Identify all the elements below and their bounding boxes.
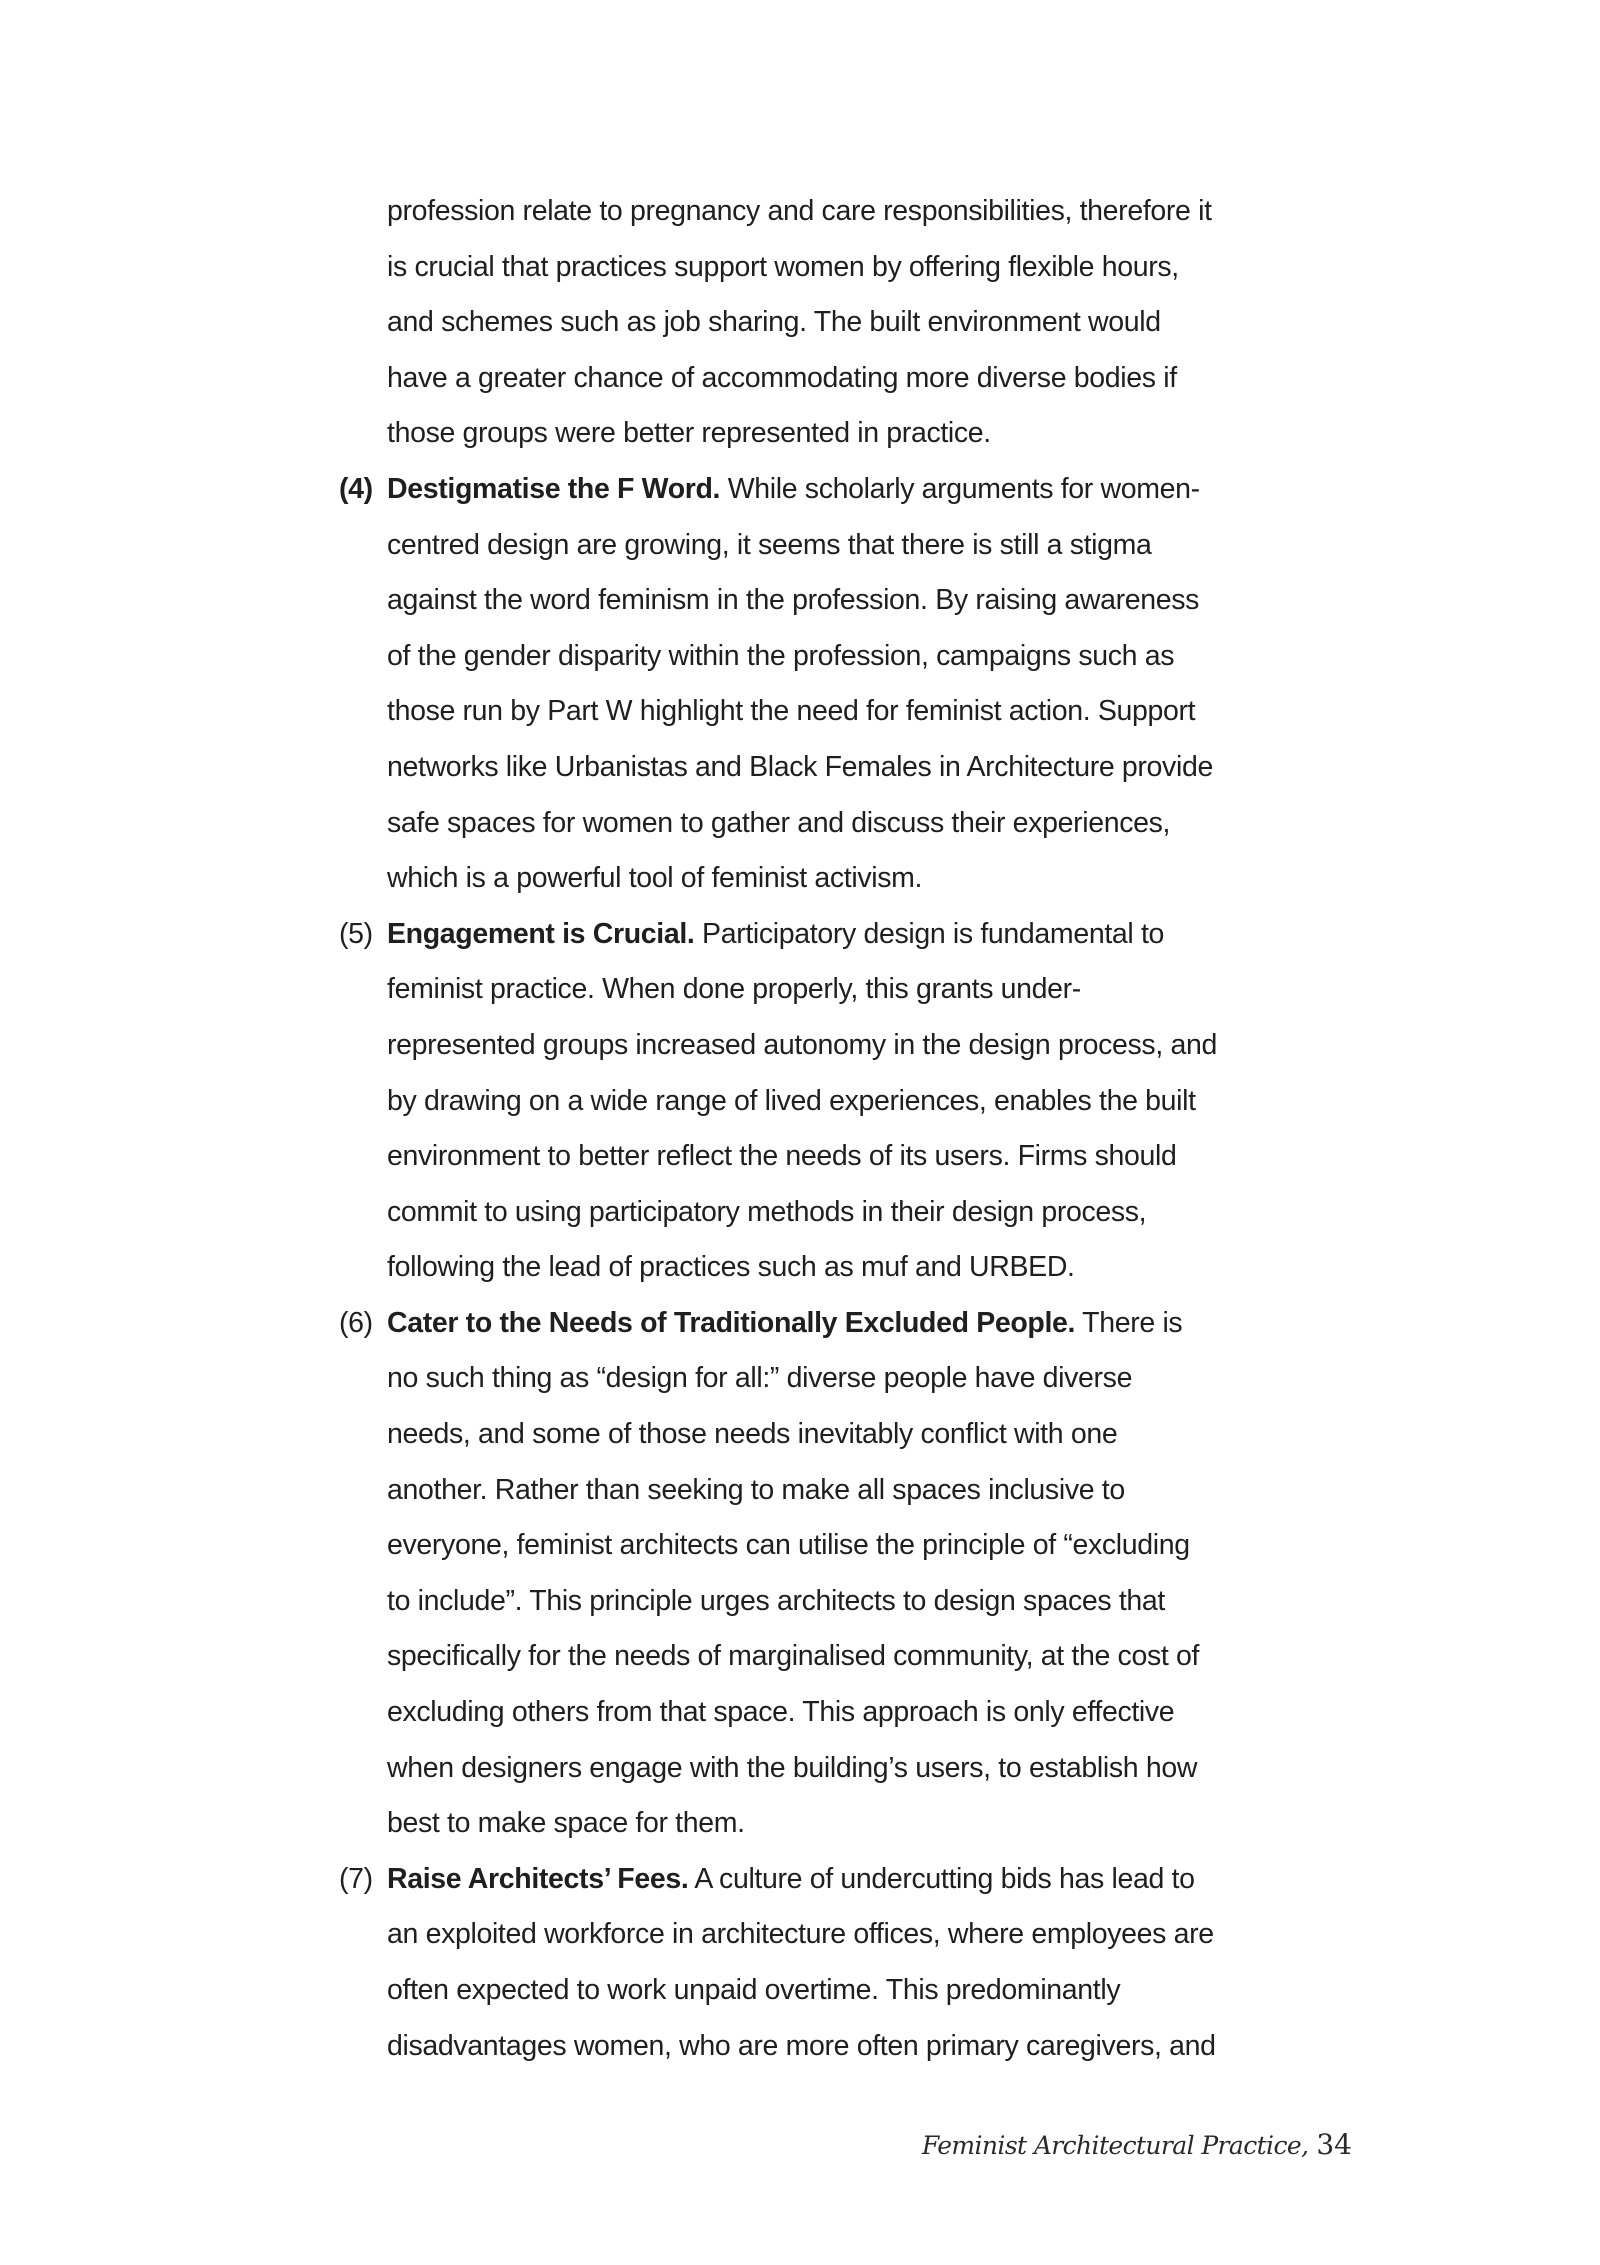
list-item-heading: Raise Architects’ Fees. [387,1862,689,1895]
text-line: an exploited workforce in architecture offices, where employees are [387,1918,1214,1951]
text-line: is crucial that practices support women by offering flexible hours, [387,250,1179,283]
text-line: centred design are growing, it seems that there is still a stigma [387,528,1152,561]
text-line: which is a powerful tool of feminist activism. [387,862,923,895]
list-item-heading: Engagement is Crucial. [387,917,695,950]
list-item-7-first-line [339,1852,1379,1908]
text-line: of the gender disparity within the profession, campaigns such as [387,639,1175,672]
text-line: often expected to work unpaid overtime. This predominantly [387,1974,1121,2006]
body-text [339,184,1379,2074]
text-line: against the word feminism in the profession. By raising awareness [387,584,1200,617]
text-line: disadvantages women, who are more often primary caregivers, and [387,2029,1216,2062]
list-number: (4) [339,472,373,505]
list-item-text: While scholarly arguments for women- [720,472,1200,505]
page-number: 34 [1316,2128,1352,2161]
text-line: when designers engage with the building’s users, to establish how [387,1751,1198,1784]
list-item-4-first-line [339,462,1379,518]
page-footer [922,2128,1352,2161]
text-line: no such thing as “design for all:” diverse people have diverse [387,1362,1133,1395]
text-line: everyone, feminist architects can utilise the principle of “excluding [387,1529,1190,1562]
list-item-5-first-line [339,907,1379,963]
text-line: to include”. This principle urges architects to design spaces that [387,1584,1165,1617]
list-item-text: A culture of undercutting bids has lead to [688,1862,1195,1895]
text-line: feminist practice. When done properly, this grants under- [387,973,1081,1006]
list-item-text: Participatory design is fundamental to [694,917,1165,950]
text-line: needs, and some of those needs inevitably conflict with one [387,1418,1118,1451]
text-line: excluding others from that space. This approach is only effective [387,1696,1175,1729]
list-item-6-first-line [339,1296,1379,1352]
text-line: another. Rather than seeking to make all spaces inclusive to [387,1473,1125,1506]
text-line: specifically for the needs of marginalised community, at the cost of [387,1640,1200,1673]
list-number: (5) [339,917,373,950]
text-line: and schemes such as job sharing. The built environment would [387,306,1161,339]
footer-title: Feminist Architectural Practice, [921,2131,1309,2160]
list-item-heading: Cater to the Needs of Traditionally Excluded People. [387,1306,1076,1339]
text-line: best to make space for them. [387,1807,745,1840]
text-line: networks like Urbanistas and Black Females in Architecture provide [387,750,1213,783]
text-line: by drawing on a wide range of lived experiences, enables the built [387,1084,1196,1117]
list-item-text: There is [1075,1306,1183,1339]
text-line: environment to better reflect the needs of its users. Firms should [387,1140,1177,1173]
text-line: those groups were better represented in practice. [387,417,991,450]
text-line: following the lead of practices such as muf and URBED. [387,1251,1075,1284]
text-line: represented groups increased autonomy in the design process, and [387,1028,1217,1061]
text-line: safe spaces for women to gather and discuss their experiences, [387,806,1171,839]
text-line: have a greater chance of accommodating more diverse bodies if [387,361,1177,394]
text-line: commit to using participatory methods in their design process, [387,1195,1147,1228]
text-line: profession relate to pregnancy and care responsibilities, therefore it [387,195,1212,227]
text-line: those run by Part W highlight the need for feminist action. Support [387,695,1196,728]
list-item-heading: Destigmatise the F Word. [387,472,721,505]
list-number: (7) [339,1862,373,1895]
list-number: (6) [339,1306,373,1339]
